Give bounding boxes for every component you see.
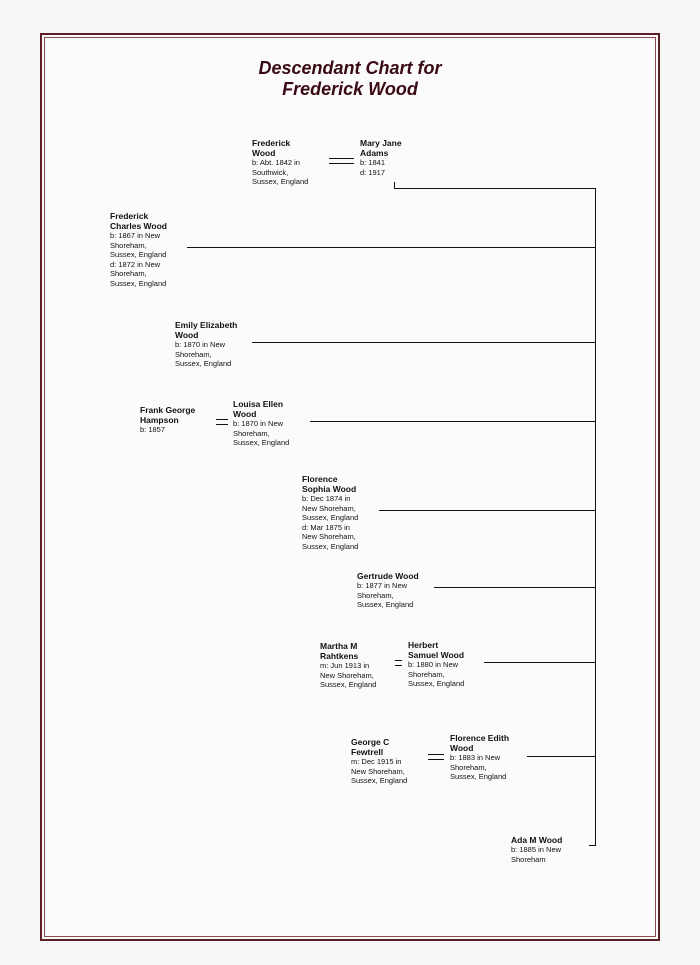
person-details: b: Abt. 1842 in Southwick, Sussex, England (252, 158, 309, 187)
person-details: m: Dec 1915 in New Shoreham, Sussex, England (351, 757, 408, 786)
person-details: b: 1867 in New Shoreham, Sussex, England d: 1872 in New Shoreham, Sussex, England (110, 231, 167, 288)
descent-line-top (394, 188, 596, 189)
person-name: Martha M Rahtkens (320, 641, 359, 661)
person-details: b: 1857 (140, 425, 166, 434)
person-name: Emily Elizabeth Wood (175, 320, 238, 340)
person-name: George C Fewtrell (351, 737, 390, 757)
marriage-connector (395, 660, 402, 666)
chart-title-line1: Descendant Chart for (258, 58, 442, 78)
person-name: Louisa Ellen Wood (233, 399, 284, 419)
marriage-connector (329, 158, 354, 164)
child-connector (187, 247, 596, 248)
person-name: Frederick Wood (252, 138, 291, 158)
person-george-c-fewtrell[interactable] (351, 737, 407, 786)
person-details: b: 1880 in New Shoreham, Sussex, England (408, 660, 465, 689)
person-details: m: Jun 1913 in New Shoreham, Sussex, England (320, 661, 377, 690)
person-name: Mary Jane Adams (360, 138, 402, 158)
person-florence-sophia-wood[interactable] (302, 474, 358, 552)
person-name: Frank George Hampson (140, 405, 196, 425)
person-details: b: Dec 1874 in New Shoreham, Sussex, England d: Mar 1875 in New Shoreham, Sussex, England (302, 494, 359, 551)
person-frederick-wood[interactable] (252, 138, 308, 187)
person-louisa-ellen-wood[interactable] (233, 399, 289, 448)
person-name: Gertrude Wood (357, 571, 419, 581)
child-connector (434, 587, 596, 588)
child-connector (589, 845, 596, 846)
person-mary-jane-adams[interactable] (360, 138, 402, 177)
marriage-connector (216, 419, 228, 425)
person-name: Florence Edith Wood (450, 733, 510, 753)
child-connector (310, 421, 596, 422)
marriage-connector (428, 754, 444, 760)
person-details: b: 1885 in New Shoreham (511, 845, 562, 864)
child-connector (379, 510, 596, 511)
person-florence-edith-wood[interactable] (450, 733, 509, 782)
person-details: b: 1877 in New Shoreham, Sussex, England (357, 581, 414, 610)
person-name: Ada M Wood (511, 835, 563, 845)
child-connector (252, 342, 596, 343)
person-gertrude-wood[interactable] (357, 571, 419, 610)
person-emily-elizabeth-wood[interactable] (175, 320, 237, 369)
child-connector (527, 756, 596, 757)
person-name: Herbert Samuel Wood (408, 640, 465, 660)
person-details: b: 1870 in New Shoreham, Sussex, England (175, 340, 232, 369)
person-details: b: 1870 in New Shoreham, Sussex, England (233, 419, 290, 448)
descent-spine (595, 188, 596, 845)
person-martha-m-rahtkens[interactable] (320, 641, 376, 690)
person-herbert-samuel-wood[interactable] (408, 640, 464, 689)
person-name: Florence Sophia Wood (302, 474, 357, 494)
person-details: b: 1883 in New Shoreham, Sussex, England (450, 753, 507, 782)
person-name: Frederick Charles Wood (110, 211, 167, 231)
person-details: b: 1841 d: 1917 (360, 158, 386, 177)
person-ada-m-wood[interactable] (511, 835, 562, 864)
person-frank-george-hampson[interactable] (140, 405, 195, 435)
person-frederick-charles-wood[interactable] (110, 211, 167, 289)
chart-title-line2: Frederick Wood (282, 79, 418, 99)
child-connector (484, 662, 596, 663)
